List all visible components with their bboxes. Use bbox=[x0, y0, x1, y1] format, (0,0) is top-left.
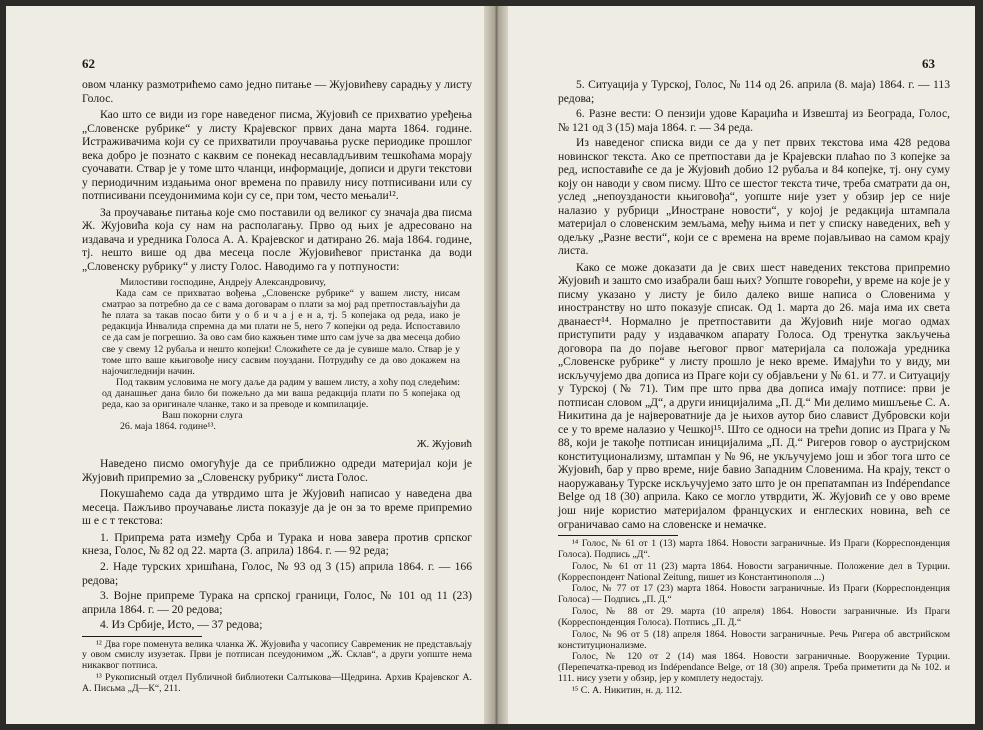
left-page-text bbox=[82, 78, 472, 696]
list-item: 1. Припрема рата између Срба и Турака и нова завера против српског кнеза, Голос, № 82 од 22. марта (3. априла) 1864. г. — 92 реда; bbox=[82, 530, 472, 558]
letter-line: Ваш покорни слуга bbox=[162, 409, 243, 421]
paragraph: Из наведеног списка види се да у пет првих текстова има 428 редова новинског текста. Ако се претпостави да је Крајевски плаћао по 3 копејке за ред, испоставиће се да је Жујовић добио 12 рубаља и 84 копејке, тј. ону суму коју он наводи у свом писму. Што се шестог текста тиче, треба сматрати да он, услед „непоузданости књиговођа“, уопште није узет у обзир јер се није налазио у рубрици „Иностране новости“, у којој је редакција штампала материјал о словенским земљама, међу њима и пет у списку наведених, већ у одељку „Разне вести“, који се с времена на време појављивао на самом крају листа. bbox=[558, 136, 950, 258]
footnote: ¹⁴ Голос, № 61 от 1 (13) марта 1864. Новости заграничные. Из Праги (Корреспонденция Голоса). Подпись „Д“. bbox=[558, 538, 950, 560]
letter-line: Милостиви господине, Андреју Александровичу, bbox=[120, 277, 326, 289]
list-item: 4. Из Србије, Исто, — 37 редова; bbox=[100, 618, 263, 632]
paragraph: За проучавање питања које смо поставили од великог су значаја два писма Ж. Жујовића која су нам на располагању. Прво од њих је адресовано на издавача и уредника Голоса А. А. Крајевског и датирано 26. маја 1864. године, тј. нешто више од два месеца после Жујовићевог пристанка да води „Словенску рубрику“ у листу Голос. Наводимо га у потпуности: bbox=[82, 205, 472, 273]
footnote-divider bbox=[558, 535, 678, 536]
page-number-left: 62 bbox=[82, 56, 95, 71]
quoted-letter bbox=[102, 277, 460, 432]
footnotes bbox=[558, 539, 950, 697]
right-page-text bbox=[558, 78, 950, 698]
letter-line: 26. маја 1864. године¹³. bbox=[120, 420, 216, 432]
book-spine bbox=[484, 6, 508, 724]
footnote: Голос, № 88 от 29. марта (10 апреля) 1864. Новости заграничные. Из Праги (Корреспонденция Голоса). Потпись „П. Д.“ bbox=[558, 606, 950, 628]
footnote: Голос, № 77 от 17 (23) марта 1864. Новости заграничные. Из Праги (Корреспонденция Голоса) — Подпись „П. Д.“ bbox=[558, 583, 950, 606]
paragraph: Наведено писмо омогућује да се приближно одреди материјал који је Жујовић припремио за „Словенску рубрику“ листа Голос. bbox=[82, 457, 472, 484]
signature: Ж. Жујовић bbox=[416, 437, 472, 450]
footnote: ¹³ Рукописный отдел Публичной библиотеки Салтыкова—Щедрина. Архив Крајевског А. А. Письма „Д—К“, 211. bbox=[82, 672, 472, 694]
footnote: Голос, № 61 от 11 (23) марта 1864. Новости заграничные. Положение дел в Турции. (Корреспондент National Zeitung, пишет из Константинополя ...) bbox=[558, 560, 950, 583]
paragraph: Покушаћемо сада да утврдимо шта је Жујовић написао у наведена два месеца. Пажљиво проучавање листа показује да је он за то време припремио ш е с т текстова: bbox=[82, 487, 472, 528]
paragraph: овом чланку размотрићемо само једно питање — Жујовићеву сарадњу у листу Голос. bbox=[82, 78, 472, 105]
footnote: Голос, № 96 от 5 (18) апреля 1864. Новости заграничные. Речь Ригера об австрийском конституционализме. bbox=[558, 628, 950, 651]
footnote: ¹⁵ С. А. Никитин, н. д. 112. bbox=[572, 684, 683, 696]
list-item: 5. Ситуација у Турској, Голос, № 114 од 26. априла (8. маја) 1864. г. — 113 редова; bbox=[558, 78, 950, 105]
paragraph: Као што се види из горе наведеног писма, Жујовић се прихватио уређења „Словенске рубрике“ у листу Крајевског првих дана марта 1864. године. Истраживачима који су се прихватили проучавања руске периодике прошлог века добро је познато с каквим се понекад несавладљивим тешкоћама морају суочавати. Ствар је у томе што чланци, информације, дописи и други текстови у периодичним издањима оног времена по правилу нису потписивани или су потписивани псеудонимима који су се, при том, често мењали¹². bbox=[82, 108, 472, 203]
paragraph: Како се може доказати да је свих шест наведених текстова припремио Жујовић и зашто смо изабрали баш њих? Уопште говорећи, у време на које је у писму указано у листу је било далеко више написа о Словенима у иностранству но што показује списак. Од 1. марта до 26. маја има их света дванаест¹⁴. Нормално је претпоставити да Жујовић није могао одмах приступити раду у издавачком апарату Голоса. Од тренутка закључења договора па до појаве његовог првог материјала са положаја уредника „Словенске рубрике“ у листу прошло је неко време. Имајући то у виду, ми искључујемо два дописа из Праге који су објављени у № 61. и 77. и Ситуацију у Турској (№ 71). Тим пре што прва два дописа имају потписе: први је потписан словом „Д“, а други иницијалима „П. Д.“ Ми делимо мишљење С. А. Никитина да је највероватније да је њихов аутор био славист Дубровски који се у то време налазио у Чешкој¹⁵. Што се односи на трећи допис из Прага у № 88, који је такође потписан иницијалима „П. Д.“ Ригеров говор о аустријском конституционализму, штампан у № 96, не укључујемо још и због тога што се Жујовић, бар у прво време, није бавио Западним Словенима. На крају, текст о наоружавању Турске искључујемо зато што је он препатампан из Indépendance Belge од 18 (30) априла. Како се могло утврдити, Ж. Жујовић се у ово време још није користио материјалом француских и енглеских новина, већ се ограничавао само на словенске и немачке. bbox=[558, 260, 950, 531]
text-list bbox=[82, 531, 472, 632]
footnotes bbox=[82, 640, 472, 695]
list-item: 2. Наде турских хришћана, Голос, № 93 од 3 (15) априла 1864. г. — 166 редова; bbox=[82, 560, 472, 587]
text-list bbox=[558, 78, 950, 134]
list-item: 3. Војне припреме Турака на српској граници, Голос, № 101 од 11 (23) априла 1864. г. — 20 редова; bbox=[82, 589, 472, 616]
footnote-divider bbox=[82, 636, 202, 637]
footnote: Голос, № 120 от 2 (14) мая 1864. Новости заграничные. Вооружение Турции. (Перепечатка-превод из Indépendance Belge, от 18 (30) апреля. Треба приметити да № 102. и 111. нису узети у обзир, јер у комплету недостају. bbox=[558, 651, 950, 685]
right-page bbox=[508, 6, 975, 724]
list-item: 6. Разне вести: О пензији удове Караџића и Извештај из Београда, Голос, № 121 од 3 (15) маја 1864. г. — 34 реда. bbox=[558, 107, 950, 134]
letter-line: Када сам се прихватао вођења „Словенске рубрике“ у вашем листу, нисам сматрао за потребно да се с вама договарам о плати за мој рад претпостављајући да ће плата за такав посао бити у о б и ч а ј е н а, тј. 5 копејака од реда, иако је редакција Инвалида спремна да ми плати не 5, него 7 копејки од реда. Испоставило се да сам је погрешио. За ово сам био кажњен тиме што сам јуче за два месеца добио све у свему 12 рубаља и нешто копејки! Сложићете се да је сувише мало. Ствар је у томе што ваше књиговође нису сасвим поуздани. Потрудићу се да ово докажем на најочигледнији начин. bbox=[102, 288, 460, 377]
letter-line: Под таквим условима не могу даље да радим у вашем листу, а хоћу под следећим: од данашњег дана било би пожељно да ми ваша редакција плати по 5 копејака од реда, као за оригинале чланке, тако и за преводе и компилације. bbox=[102, 376, 460, 410]
footnote: ¹² Два горе поменута велика чланка Ж. Жујовића у часопису Савременик не представљају у овом смислу изузетак. Први је потписан псеудонимом „Ж. Склав“, а други уопште нема никаквог потписа. bbox=[82, 638, 472, 672]
page-number-right: 63 bbox=[922, 56, 935, 71]
left-page bbox=[6, 6, 485, 724]
